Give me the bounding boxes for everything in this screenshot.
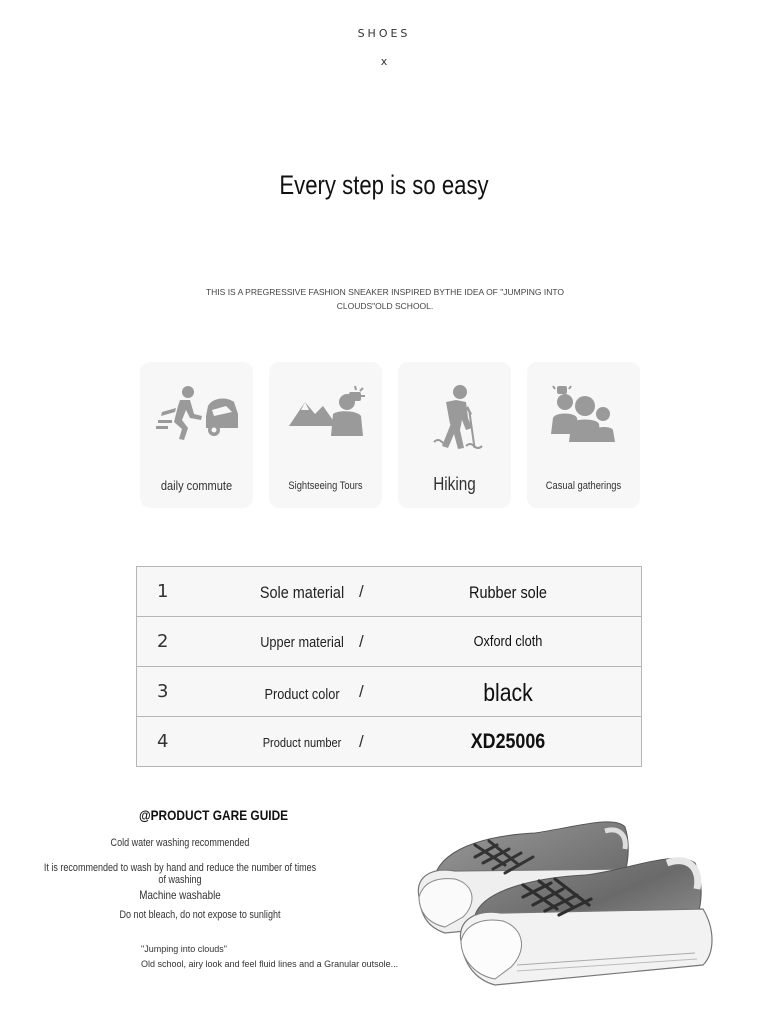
spec-key: Product number	[262, 735, 342, 750]
scene-label: daily commute	[160, 478, 233, 493]
spec-separator: /	[359, 582, 364, 601]
spec-value: Oxford cloth	[473, 633, 543, 650]
sightseeing-icon	[285, 384, 369, 444]
headline: Every step is so easy	[279, 170, 489, 200]
spec-row	[137, 667, 641, 717]
spec-separator: /	[359, 632, 364, 651]
hiker-icon	[414, 384, 498, 452]
care-line: Do not bleach, do not expose to sunlight	[119, 909, 281, 921]
care-guide-title: @PRODUCT GARE GUIDE	[139, 807, 289, 823]
spec-value: XD25006	[470, 730, 546, 753]
sneaker-image	[405, 805, 725, 995]
close-mark[interactable]: x	[380, 55, 388, 68]
running-to-car-icon	[156, 384, 240, 444]
subline: THIS IS A PREGRESSIVE FASHION SNEAKER INSPIRED BYTHE IDEA OF "JUMPING INTO CLOUDS"OLD SCHOOL.	[205, 287, 565, 311]
scene-card-daily-commute	[140, 362, 253, 508]
scene-label: Sightseeing Tours	[288, 480, 363, 492]
spec-number: 3	[157, 681, 169, 702]
scene-label: Hiking	[433, 474, 476, 494]
spec-separator: /	[359, 682, 364, 701]
quote-line: Old school, airy look and feel fluid lines and a Granular outsole...	[141, 959, 399, 969]
spec-table	[136, 566, 642, 767]
scene-grid	[140, 362, 640, 510]
gathering-icon	[543, 384, 627, 448]
spec-row	[137, 617, 641, 667]
spec-key: Upper material	[260, 634, 344, 651]
scene-card-hiking	[398, 362, 511, 508]
spec-separator: /	[359, 732, 364, 751]
care-line: Machine washable	[139, 888, 221, 902]
spec-value: black	[483, 679, 533, 707]
spec-row	[137, 717, 641, 766]
care-line: Cold water washing recommended	[110, 837, 250, 849]
spec-row	[137, 567, 641, 617]
spec-key: Sole material	[259, 583, 345, 602]
scene-card-sightseeing	[269, 362, 382, 508]
spec-value: Rubber sole	[469, 583, 547, 602]
spec-number: 1	[157, 581, 169, 602]
brand-title: SHOES	[357, 27, 411, 40]
scene-label: Casual gatherings	[545, 480, 622, 492]
care-line: It is recommended to wash by hand and reduce the number of times of washing	[43, 862, 317, 886]
quote-line: "Jumping into clouds"	[141, 944, 227, 954]
spec-key: Product color	[264, 686, 340, 703]
spec-number: 4	[157, 731, 169, 752]
scene-card-casual-gatherings	[527, 362, 640, 508]
spec-number: 2	[157, 631, 169, 652]
